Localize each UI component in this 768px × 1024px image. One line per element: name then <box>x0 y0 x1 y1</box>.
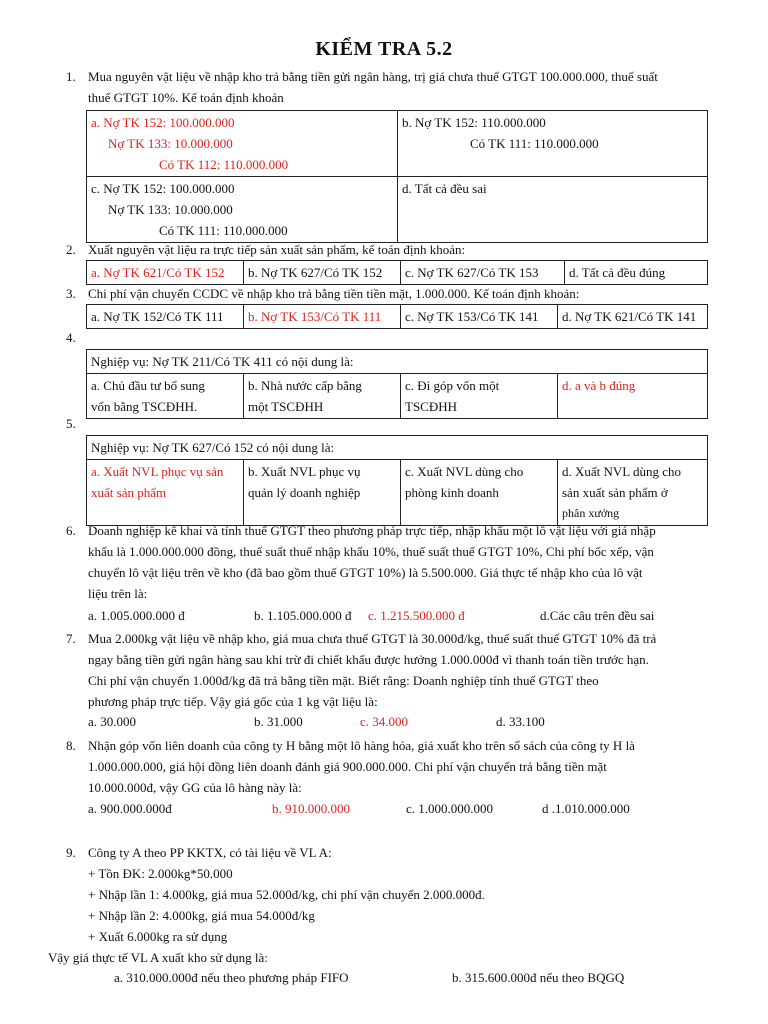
answer-cell-b <box>398 111 708 177</box>
question-text-line: Chi phí vận chuyển 1.000đ/kg đã trả bằng tiền mặt. Biết rằng: Doanh nghiệp tính thuế GTGT theo <box>88 673 599 688</box>
question-5 <box>66 413 706 434</box>
question-number: 9. <box>66 845 76 860</box>
answer-table-q3 <box>86 304 708 329</box>
question-number: 6. <box>66 523 76 538</box>
option-a: a. 900.000.000đ <box>88 801 172 816</box>
answer-cell-d <box>558 374 708 419</box>
option-d: d.Các câu trên đều sai <box>540 608 655 623</box>
question-text-line: Doanh nghiệp kê khai và tính thuế GTGT theo phương pháp trực tiếp, nhập khẩu một lô vật liệu với giá nhập <box>88 523 656 538</box>
option-c: c. 1.000.000.000 <box>406 801 494 816</box>
answer-table-q4 <box>86 349 708 419</box>
answer-cell-a: a. Nợ TK 621/Có TK 152 <box>87 261 244 285</box>
option-a: a. 1.005.000.000 đ <box>88 608 185 623</box>
question-9-conclusion: Vậy giá thực tế VL A xuất kho sử dụng là: <box>48 950 268 965</box>
question-text-line: Mua nguyên vật liệu về nhập kho trả bằng tiền gửi ngân hàng, trị giá chưa thuế GTGT 100.000.000, thuế suất <box>88 69 658 84</box>
answer-line: sản xuất sản phẩm ở <box>562 485 668 500</box>
option-d: d. 33.100 <box>496 714 545 729</box>
answer-line: b. Xuất NVL phục vụ <box>248 464 361 479</box>
question-text-line: + Nhập lần 1: 4.000kg, giá mua 52.000đ/kg, chi phí vận chuyển 2.000.000đ. <box>88 887 485 902</box>
answer-line: d. Xuất NVL dùng cho <box>562 464 682 479</box>
question-number: 3. <box>66 286 76 301</box>
answer-cell-c: c. Nợ TK 627/Có TK 153 <box>401 261 565 285</box>
answer-cell-b: b. Nợ TK 627/Có TK 152 <box>244 261 401 285</box>
question-text-line: 1.000.000.000, giá hội đồng liên doanh đánh giá 900.000.000. Chi phí vận chuyển trả bằng tiền mặt <box>88 759 607 774</box>
option-b: b. 315.600.000đ nếu theo BQGQ <box>452 970 625 985</box>
answer-line: a. Xuất NVL phục vụ sản <box>91 464 224 479</box>
option-a: a. 30.000 <box>88 714 137 729</box>
question-4 <box>66 327 706 348</box>
answer-line: Có TK 111: 110.000.000 <box>470 136 599 151</box>
answer-cell-d: d. Nợ TK 621/Có TK 141 <box>558 305 708 329</box>
question-text-line: Mua 2.000kg vật liệu về nhập kho, giá mua chưa thuế GTGT là 30.000đ/kg, thuế suất thuế GTGT 10% đã trả <box>88 631 657 646</box>
question-number: 2. <box>66 242 76 257</box>
page-title: KIỂM TRA 5.2 <box>315 38 453 60</box>
option-b: b. 910.000.000 <box>272 801 350 816</box>
question-text-line: 10.000.000đ, vậy GG của lô hàng này là: <box>88 780 302 795</box>
answer-cell-d <box>558 460 708 526</box>
question-7 <box>66 628 706 712</box>
answer-line: phòng kinh doanh <box>405 485 499 500</box>
answer-line: một TSCĐHH <box>248 399 324 414</box>
question-number: 5. <box>66 416 76 431</box>
question-header: Nghiệp vụ: Nợ TK 627/Có 152 có nội dung là: <box>87 436 708 460</box>
question-text-line: Nhận góp vốn liên doanh của công ty H bằng một lô hàng hóa, giá xuất kho trên sổ sách của công ty H là <box>88 738 635 753</box>
answer-cell-d: d. Tất cả đều đúng <box>565 261 708 285</box>
answer-cell-a <box>87 374 244 419</box>
question-text: Xuất nguyên vật liệu ra trực tiếp sản xuất sản phẩm, kế toán định khoản: <box>88 242 466 257</box>
question-number: 8. <box>66 738 76 753</box>
question-text-line: + Tồn ĐK: 2.000kg*50.000 <box>88 866 233 881</box>
answer-cell-c: c. Nợ TK 153/Có TK 141 <box>401 305 558 329</box>
answer-line: d. a và b đúng <box>562 378 636 393</box>
answer-cell-b <box>244 374 401 419</box>
answer-table-q1 <box>86 110 708 243</box>
answer-line: phân xưởng <box>562 506 620 520</box>
question-6 <box>66 520 706 604</box>
question-text-line: liệu trên là: <box>88 586 148 601</box>
option-d: d .1.010.000.000 <box>542 801 630 816</box>
question-number: 4. <box>66 330 76 345</box>
options-q9 <box>114 968 734 988</box>
question-text-line: thuế GTGT 10%. Kế toán định khoản <box>88 90 284 105</box>
answer-cell-a <box>87 460 244 526</box>
answer-cell-a: a. Nợ TK 152/Có TK 111 <box>87 305 244 329</box>
answer-line: Có TK 112: 110.000.000 <box>159 157 289 172</box>
answer-table-q2 <box>86 260 708 285</box>
option-b: b. 1.105.000.000 đ <box>254 608 352 623</box>
question-2 <box>66 239 706 260</box>
question-8 <box>66 735 706 798</box>
question-3 <box>66 283 706 304</box>
options-q7 <box>88 712 708 732</box>
answer-line: Nợ TK 133: 10.000.000 <box>108 202 233 217</box>
answer-cell-b <box>244 460 401 526</box>
options-q6 <box>88 606 708 626</box>
answer-cell-c <box>401 460 558 526</box>
answer-line: quản lý doanh nghiệp <box>248 485 361 500</box>
question-9 <box>66 842 706 947</box>
answer-line: b. Nợ TK 152: 110.000.000 <box>402 115 546 130</box>
answer-line: c. Xuất NVL dùng cho <box>405 464 524 479</box>
question-text-line: + Nhập lần 2: 4.000kg, giá mua 54.000đ/kg <box>88 908 315 923</box>
question-text-line: ngay bằng tiền gửi ngân hàng sau khi trừ đi chiết khấu được hưởng 1.000.000đ vì thanh toán tiền trước hạn. <box>88 652 649 667</box>
question-header: Nghiệp vụ: Nợ TK 211/Có TK 411 có nội dung là: <box>87 350 708 374</box>
answer-cell-c <box>401 374 558 419</box>
answer-line: xuất sản phẩm <box>91 485 167 500</box>
answer-table-q5 <box>86 435 708 526</box>
options-q8 <box>88 799 708 819</box>
question-text: Chi phí vận chuyển CCDC về nhập kho trả bằng tiền tiền mặt, 1.000.000. Kế toán định khoản: <box>88 286 580 301</box>
answer-line: TSCĐHH <box>405 399 458 414</box>
answer-line: a. Nợ TK 152: 100.000.000 <box>91 115 235 130</box>
option-c: c. 1.215.500.000 đ <box>368 608 465 623</box>
question-text-line: chuyển lô vật liệu trên về kho (đã bao gồm thuế GTGT 10%) là 5.500.000. Giá thực tế nhập kho của lô vật <box>88 565 643 580</box>
answer-cell-c <box>87 177 398 243</box>
answer-line: c. Đi góp vốn một <box>405 378 500 393</box>
answer-line: a. Chủ đầu tư bổ sung <box>91 378 205 393</box>
question-text-line: phương pháp trực tiếp. Vậy giá gốc của 1 kg vật liệu là: <box>88 694 378 709</box>
answer-line: Nợ TK 133: 10.000.000 <box>108 136 233 151</box>
answer-line: c. Nợ TK 152: 100.000.000 <box>91 181 235 196</box>
question-text-line: + Xuất 6.000kg ra sử dụng <box>88 929 228 944</box>
answer-line: b. Nhà nước cấp bằng <box>248 378 362 393</box>
option-b: b. 31.000 <box>254 714 303 729</box>
question-number: 1. <box>66 69 76 84</box>
answer-cell-b: b. Nợ TK 153/Có TK 111 <box>244 305 401 329</box>
answer-cell-a <box>87 111 398 177</box>
answer-line: d. Tất cả đều sai <box>402 181 487 196</box>
question-text-line: Công ty A theo PP KKTX, có tài liệu về VL A: <box>88 845 332 860</box>
question-1 <box>66 66 706 108</box>
option-a: a. 310.000.000đ nếu theo phương pháp FIFO <box>114 970 349 985</box>
answer-line: vốn bằng TSCĐHH. <box>91 399 198 414</box>
answer-line: Có TK 111: 110.000.000 <box>159 223 288 238</box>
question-number: 7. <box>66 631 76 646</box>
question-text-line: khẩu là 1.000.000.000 đồng, thuế suất thuế nhập khẩu 10%, thuế suất thuế GTGT 10%, Chi phí bốc xếp, vận <box>88 544 654 559</box>
option-c: c. 34.000 <box>360 714 409 729</box>
answer-cell-d <box>398 177 708 243</box>
